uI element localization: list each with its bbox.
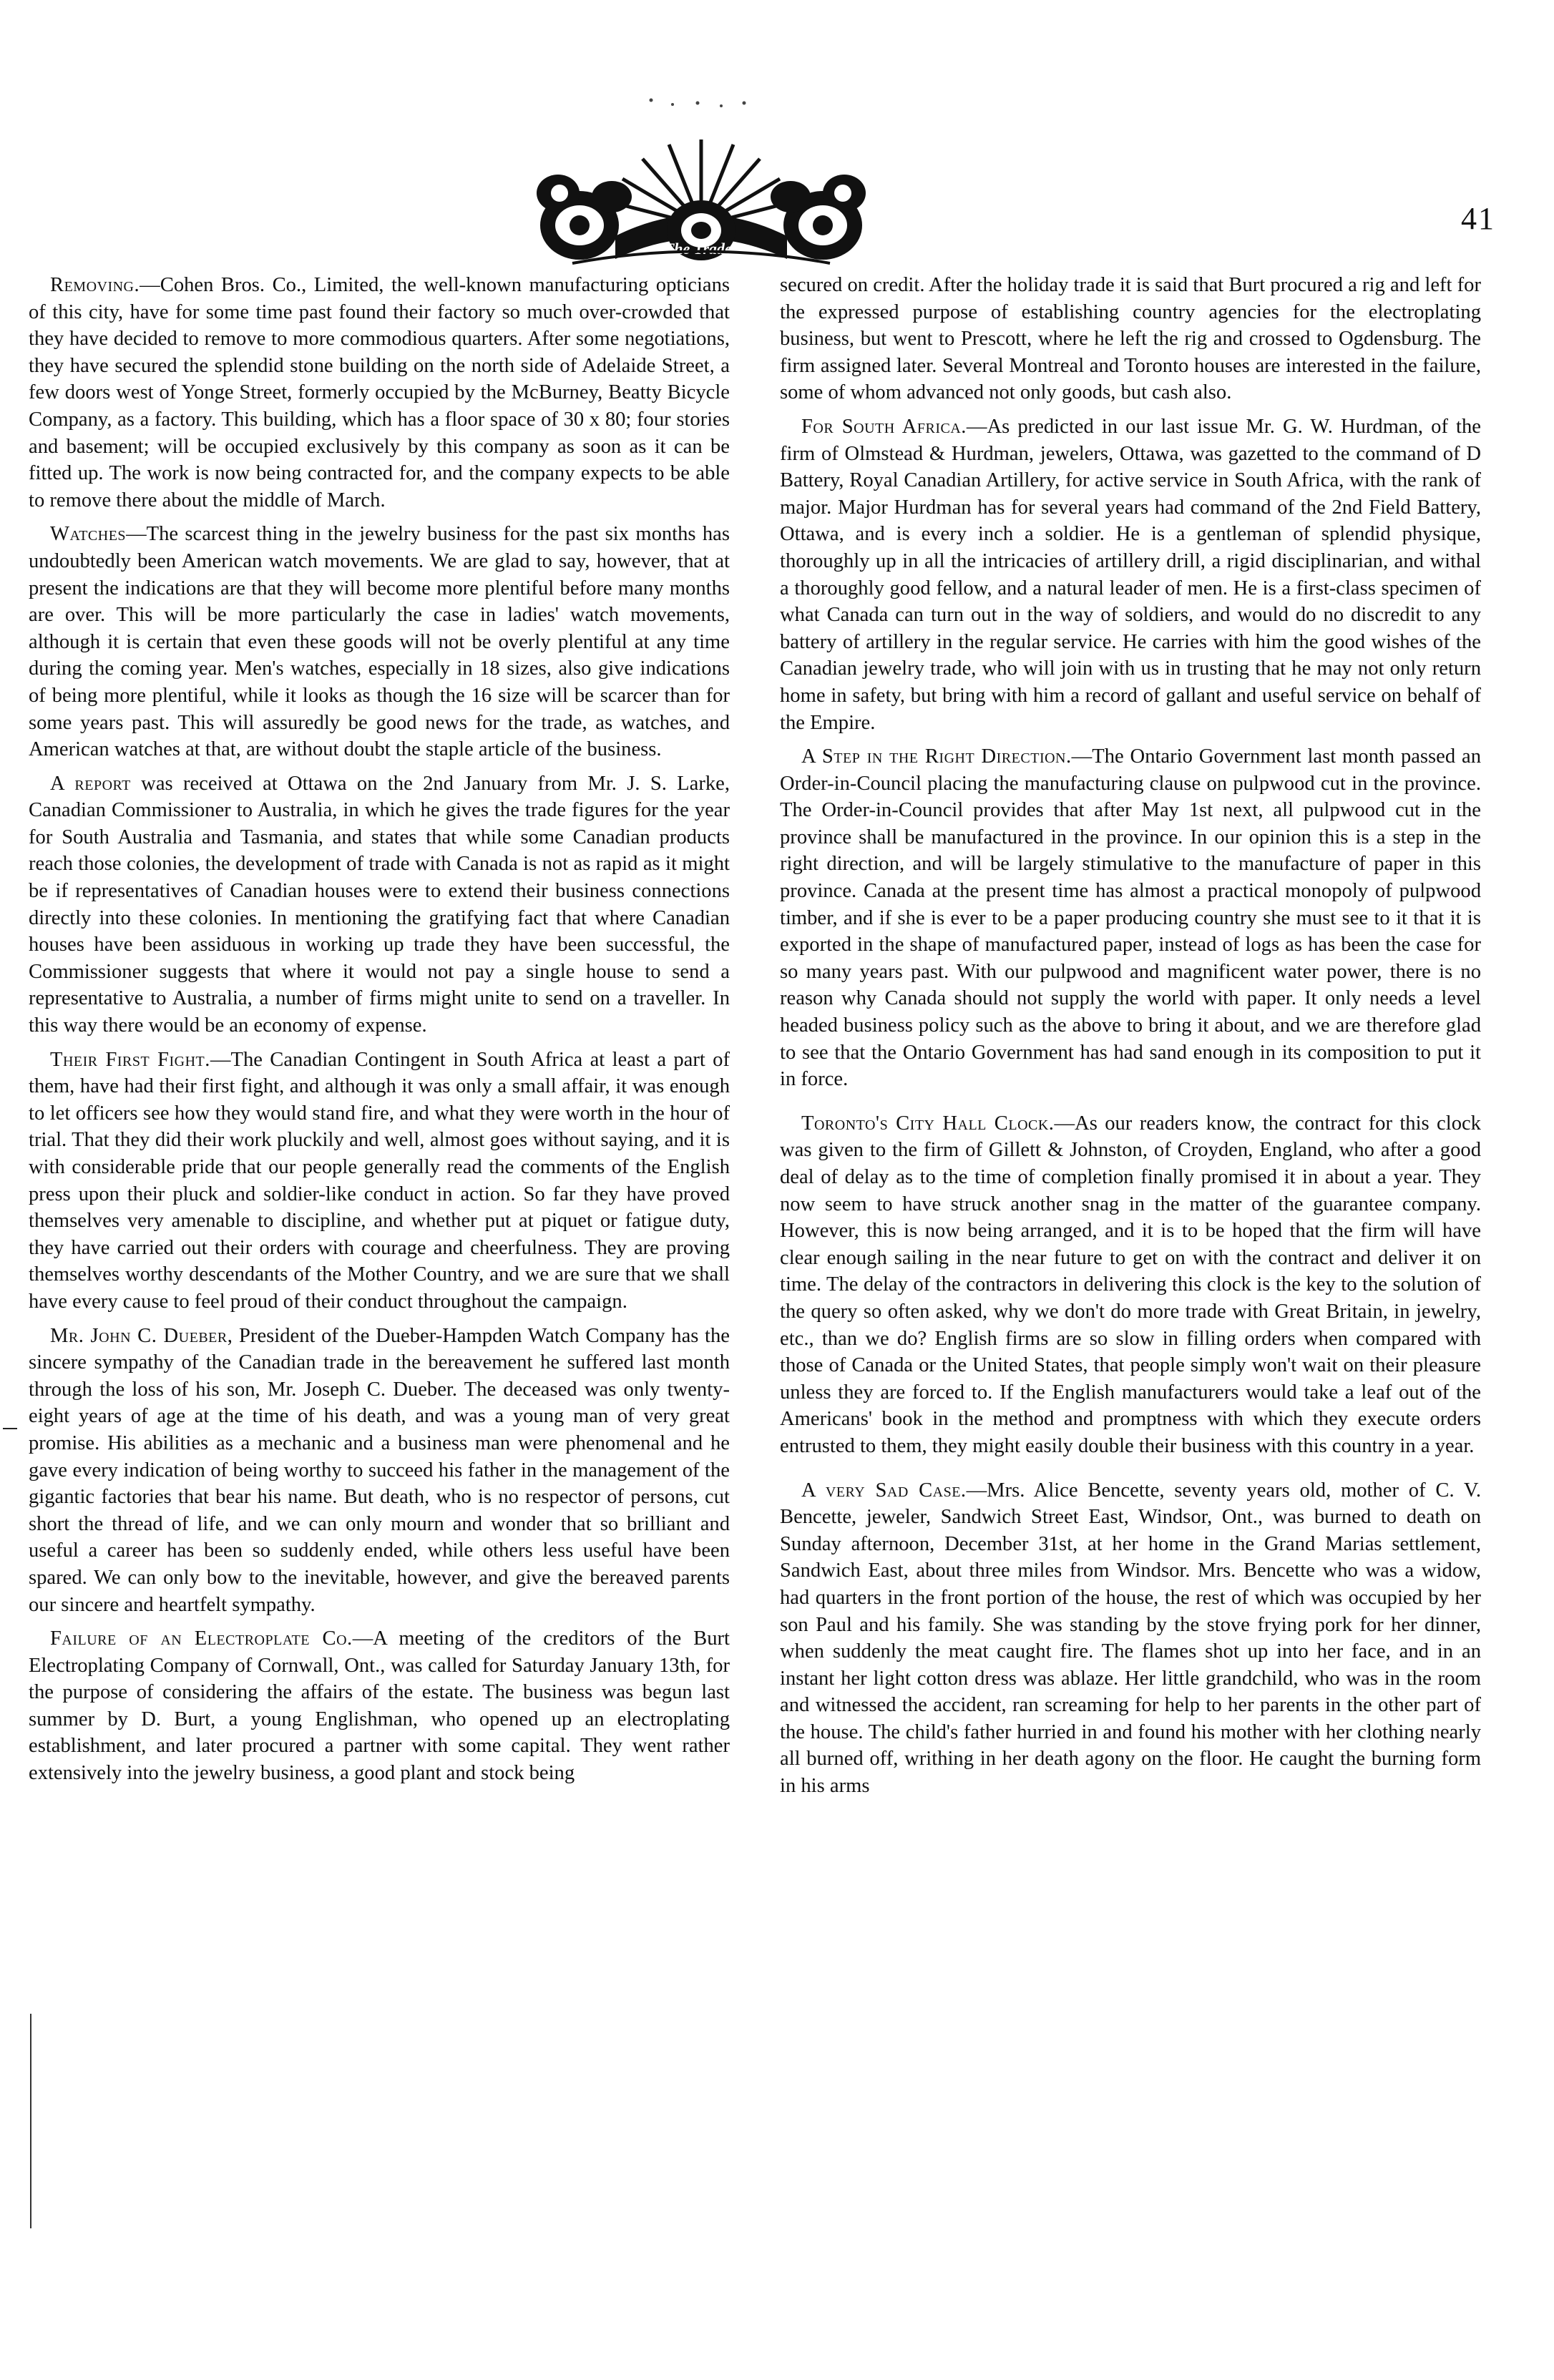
article-body: —As predicted in our last issue Mr. G. W. Hurdman, of the firm of Olmstead & Hurdman, jewelers, Ottawa, was gazetted to the command of D Battery, Royal Canadian Artillery, for active service in South Africa, with the rank of major. Major Hurdman has for several years had command of the 2nd Field Battery, Ottawa, and is every inch a soldier. He is a gentleman of splendid physique, thoroughly up in all the intricacies of artillery drill, a rigid disciplinarian, and withal a thoroughly good fellow, and a natural leader of men. He is a first-class specimen of what Canada can turn out in the way of soldiers, and would do no discredit to any battery of artillery in the regular service. He carries with him the good wishes of the Canadian jewelry trade, who will join with us in trusting that he may not only return home in safety, but bring with him a record of gallant and useful service on behalf of the Empire. (780, 415, 1481, 734)
article-dueber (29, 1323, 730, 1619)
article-lead: For South Africa. (801, 415, 967, 438)
masthead-title: The Trader (664, 240, 738, 258)
article-lead: Their First Fight. (50, 1048, 210, 1071)
article-body: —As our readers know, the contract for this clock was given to the firm of Gillett & Johnston, of Croyden, England, who after a good deal of delay as to the time of completion finally promised it in about a year. They now seem to have struck another snag in the matter of the guarantee company. However, this is now being arranged, and it is to be hoped that the firm will have clear enough sailing in the near future to get on with the contract and deliver it on time. The delay of the contractors in delivering this clock is the key to the solution of the query so often asked, why we don't do more trade with Great Britain, in jewelry, etc., than we do? English firms are so slow in filling orders when compared with those of Canada or the United States, that people simply won't wait on their pleasure unless they are forced to. If the English manufacturers would take a leaf out of the Americans' book in the method and promptness with which they execute orders entrusted to them, they might easily double their business with this country in a year. (780, 1112, 1481, 1457)
article-watches (29, 521, 730, 763)
article-removing (29, 272, 730, 514)
masthead-ornament (529, 72, 873, 272)
article-lead: Mr. John C. Dueber, (50, 1324, 233, 1347)
article-right-direction (780, 743, 1481, 1093)
article-lead: A very Sad Case. (801, 1479, 967, 1502)
article-body: secured on credit. After the holiday trade it is said that Burt procured a rig and left for the expressed purpose of establishing country agencies for the electroplating business, but went to Prescott, where he left the rig and crossed to Ogdensburg. The firm assigned later. Several Montreal and Toronto houses are interested in the failure, some of whom advanced not only goods, but cash also. (780, 274, 1481, 404)
page-number: 41 (1461, 201, 1495, 236)
article-electroplate-failure (29, 1625, 730, 1787)
article-body: —A meeting of the creditors of the Burt Electroplating Company of Cornwall, Ont., was called for Saturday January 13th, for the purpose of considering the affairs of the estate. The business was begun last summer by D. Burt, a young Englishman, who opened up an electroplating establishment, and later procured a partner with some capital. They went rather extensively into the jewelry business, a good plant and stock being (29, 1627, 730, 1785)
article-south-africa (780, 413, 1481, 736)
article-city-hall-clock (780, 1110, 1481, 1460)
article-body: —The Canadian Contingent in South Africa at least a part of them, have had their first fight, and although it was only a small affair, it was enough to let officers see how they would stand fire, and what they were worth in the hour of trial. That they did their work pluckily and well, almost goes without saying, and it is with considerable pride that our people generally read the comments of the English press upon their pluck and soldier-like conduct in action. So far they have proved themselves very amenable to discipline, and whether put at piquet or fatigue duty, they have carried out their orders with courage and cheerfulness. They are proving themselves worthy descendants of the Mother Country, and we are sure that we shall have every cause to feel proud of their conduct throughout the campaign. (29, 1048, 730, 1313)
article-lead: A Step in the Right Direction. (801, 745, 1072, 768)
right-column (780, 272, 1481, 1807)
margin-bar (30, 2014, 31, 2228)
article-report (29, 770, 730, 1039)
article-body: —Cohen Bros. Co., Limited, the well-known manufacturing opticians of this city, have for some time past found their factory so much over-crowded that they have decided to remove to more commodious quarters. After some negotiations, they have secured the splendid stone building on the north side of Adelaide Street, a few doors west of Yonge Street, formerly occupied by the McBurney, Beatty Bicycle Company, as a factory. This building, which has a floor space of 30 x 80; four stories and basement; will be occupied exclusively by this company as soon as it can be fitted up. The work is now being contracted for, and the company expects to be able to remove there about the middle of March. (29, 274, 730, 511)
article-lead: Removing. (50, 274, 140, 296)
article-lead: A report (50, 772, 131, 795)
article-lead: Watches (50, 523, 127, 546)
article-body: —The scarcest thing in the jewelry business for the past six months has undoubtedly been American watch movements. We are glad to say, however, that at present the indications are that they will become more plentiful before many months are over. This will be more particularly the case in ladies' watch movements, although it is certain that even these goods will not be overly plentiful at any time during the coming year. Men's watches, especially in 18 sizes, also give indications of being more plentiful, while it looks as though the 16 size will be scarcer than for some years past. This will assuredly be good news for the trade, as watches, and American watches at that, are without doubt the staple article of the business. (29, 523, 730, 761)
article-body: —Mrs. Alice Bencette, seventy years old, mother of C. V. Bencette, jeweler, Sandwich Street East, Windsor, Ont., was burned to death on Sunday afternoon, December 31st, at her home in the Grand Marias settlement, Sandwich East, about three miles from Windsor. Mrs. Bencette who was a widow, had quarters in the front portion of the house, the rest of which was occupied by her son Paul and his family. She was standing by the stove frying pork for her dinner, when suddenly the meat caught fire. The flames shot up into her face, and in an instant her light cotton dress was ablaze. Her little grandchild, who was in the room and witnessed the accident, ran screaming for help to her parents in the other part of the house. The child's father hurried in and found his mother with her clothing nearly all burned off, writhing in her death agony on the floor. He caught the burning form in his arms (780, 1479, 1481, 1798)
article-first-fight (29, 1047, 730, 1316)
article-body: was received at Ottawa on the 2nd January from Mr. J. S. Larke, Canadian Commissioner to Australia, in which he gives the trade figures for the year for South Australia and Tasmania, and states that while some Canadian products reach those colonies, the development of trade with Canada is not as rapid as it might be if representatives of Canadian houses were to extend their business connections directly into these colonies. In mentioning the gratifying fact that where Canadian houses have been assiduous in working up trade they have been successful, the Commissioner suggests that where it would not pay a single house to send a representative to Australia, a number of firms might unite to send on a traveller. In this way there would be an economy of expense. (29, 772, 730, 1037)
article-lead: Toronto's City Hall Clock. (801, 1112, 1055, 1135)
article-sad-case (780, 1477, 1481, 1800)
left-column (29, 272, 730, 1794)
article-body: —The Ontario Government last month passed an Order-in-Council placing the manufacturing clause on pulpwood cut in the province. The Order-in-Council provides that after May 1st next, all pulpwood cut in the province shall be manufactured in the province. In our opinion this is a step in the right direction, and will be largely stimulative to the manufacture of paper in this province. Canada at the present time has almost a practical monopoly of pulpwood timber, and if she is ever to be a paper producing country she must see to it that it is exported in the shape of manufactured paper, instead of logs as has been the case for so many years past. With our pulpwood and magnificent water power, there is no reason why Canada should not supply the world with paper. It only needs a level headed business policy such as the above to bring it about, and we are therefore glad to see that the Ontario Government has had sand enough in its composition to put it in force. (780, 745, 1481, 1091)
article-body: President of the Dueber-Hampden Watch Company has the sincere sympathy of the Canadian trade in the bereavement he suffered last month through the loss of his son, Mr. Joseph C. Dueber. The deceased was only twenty-eight years of age at the time of his death, and was a young man of very great promise. His abilities as a mechanic and a business man were phenomenal and he gave every indication of being worthy to succeed his father in the management of the gigantic factories that bear his name. But death, who is no respector of persons, cut short the thread of life, and we can only mourn and wonder that so brilliant and useful a career has been so suddenly ended, while others less useful have been spared. We can only bow to the inevitable, however, and give the bereaved parents our sincere and heartfelt sympathy. (29, 1324, 730, 1616)
article-lead: Failure of an Electroplate Co. (50, 1627, 353, 1650)
margin-tick (3, 1428, 17, 1429)
article-electroplate-continued (780, 272, 1481, 406)
